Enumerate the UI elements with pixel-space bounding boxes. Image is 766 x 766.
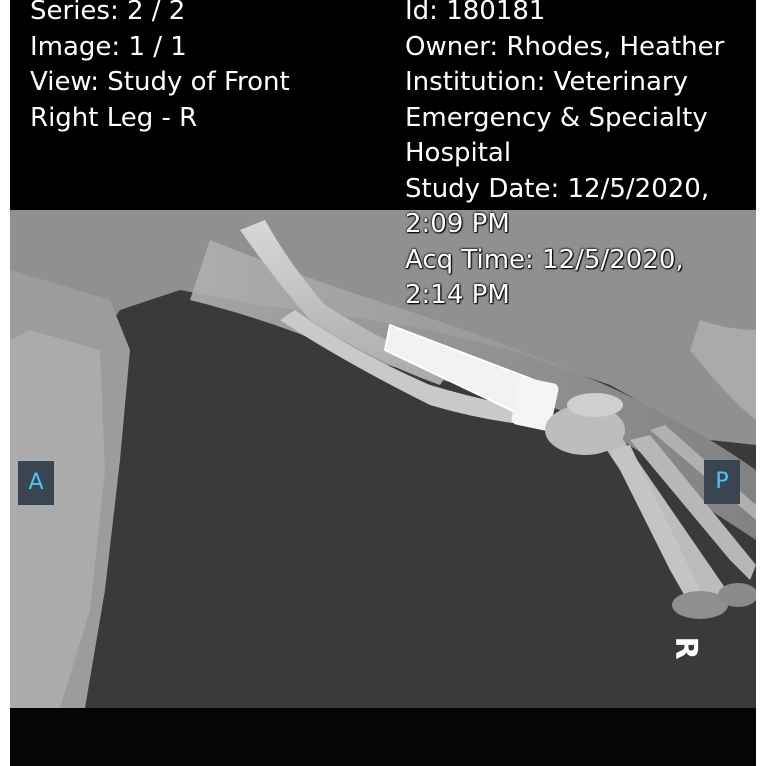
left-border <box>0 0 10 766</box>
bottom-bar <box>10 708 756 766</box>
acq-time-line2: 2:14 PM <box>405 280 510 310</box>
image-label: Image: 1 / 1 <box>30 31 187 62</box>
institution-line3: Hospital <box>405 138 512 168</box>
view-label-line1: View: Study of Front <box>30 67 290 97</box>
right-side-marker: R <box>668 636 703 660</box>
patient-info-overlay <box>405 0 724 314</box>
anterior-marker: A <box>18 461 54 505</box>
series-label: Series: 2 / 2 <box>30 0 186 26</box>
study-info-overlay <box>30 0 290 136</box>
patient-id: Id: 180181 <box>405 0 546 26</box>
institution-line2: Emergency & Specialty <box>405 102 708 133</box>
institution-line1: Institution: Veterinary <box>405 67 688 97</box>
study-date-line2: 2:09 PM <box>405 209 510 239</box>
owner-name: Owner: Rhodes, Heather <box>405 31 725 62</box>
study-date-line1: Study Date: 12/5/2020, <box>405 173 710 204</box>
view-label-line2: Right Leg - R <box>30 102 198 133</box>
right-border <box>756 0 766 766</box>
posterior-marker: P <box>704 460 740 504</box>
acq-time-line1: Acq Time: 12/5/2020, <box>405 244 684 275</box>
